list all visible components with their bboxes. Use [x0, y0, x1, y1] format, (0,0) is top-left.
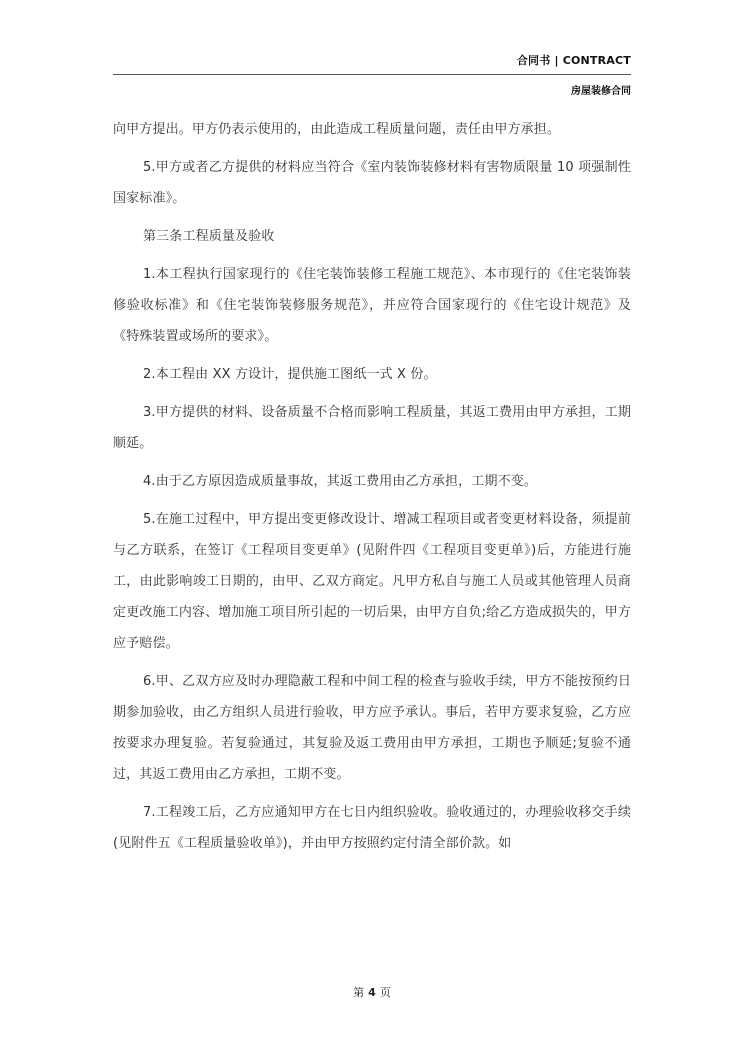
header-divider: [113, 74, 631, 75]
paragraph-material-standard: 5.甲方或者乙方提供的材料应当符合《室内装饰装修材料有害物质限量 10 项强制性国家标准》。: [113, 160, 631, 206]
page-suffix: 页: [379, 986, 391, 999]
paragraph-clause-5: 5.在施工过程中，甲方提出变更修改设计、增减工程项目或者变更材料设备，须提前与乙方联系，在签订《工程项目变更单》(见附件四《工程项目变更单》)后，方能进行施工，由此影响竣工日期的，由甲、乙双方商定。凡甲方私自与施工人员或其他管理人员商定更改施工内容、增加施工项目所引起的一切后果，由甲方自负;给乙方造成损失的，甲方应予赔偿。: [113, 512, 631, 651]
section-heading: 第三条工程质量及验收: [143, 229, 275, 244]
page-footer: [0, 984, 744, 1000]
paragraph-continuation: 向甲方提出。甲方仍表示使用的，由此造成工程质量问题，责任由甲方承担。: [113, 122, 561, 137]
paragraph-clause-6: 6.甲、乙双方应及时办理隐蔽工程和中间工程的检查与验收手续，甲方不能按预约日期参加验收，由乙方组织人员进行验收，甲方应予承认。事后，若甲方要求复验，乙方应按要求办理复验。若复验通过，其复验及返工费用由甲方承担，工期也予顺延;复验不通过，其返工费用由乙方承担，工期不变。: [113, 674, 631, 782]
paragraph-clause-2: 2.本工程由 XX 方设计，提供施工图纸一式 X 份。: [143, 367, 437, 382]
page-prefix: 第: [353, 986, 365, 999]
page-number: 4: [368, 986, 376, 999]
paragraph-clause-1: 1.本工程执行国家现行的《住宅装饰装修工程施工规范》、本市现行的《住宅装饰装修验收标准》和《住宅装饰装修服务规范》，并应符合国家现行的《住宅设计规范》及《特殊装置或场所的要求》。: [113, 267, 631, 344]
paragraph-clause-3: 3.甲方提供的材料、设备质量不合格而影响工程质量，其返工费用由甲方承担，工期顺延。: [113, 405, 631, 451]
paragraph-clause-4: 4.由于乙方原因造成质量事故，其返工费用由乙方承担，工期不变。: [143, 474, 538, 489]
paragraph-clause-7: 7.工程竣工后，乙方应通知甲方在七日内组织验收。验收通过的，办理验收移交手续(见附件五《工程质量验收单》)，并由甲方按照约定付清全部价款。如: [113, 805, 631, 851]
header-subtitle: 房屋装修合同: [571, 86, 631, 97]
header-title: 合同书 | CONTRACT: [516, 54, 631, 67]
document-body: [113, 114, 631, 866]
